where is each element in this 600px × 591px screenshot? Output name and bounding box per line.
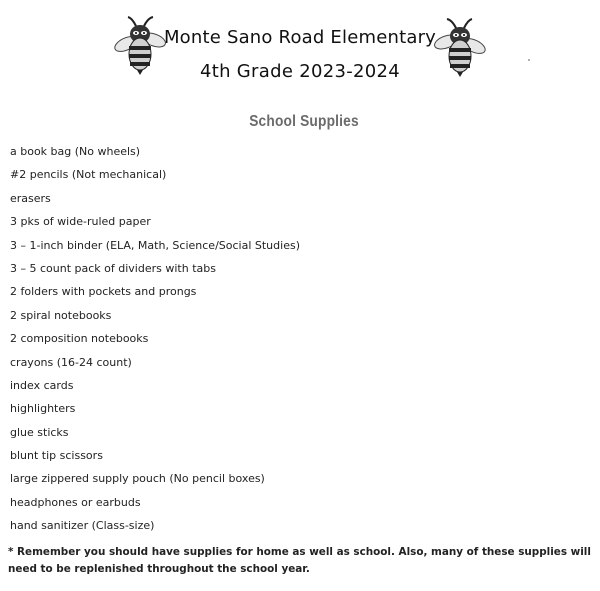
- list-item: highlighters: [10, 402, 76, 416]
- list-item: erasers: [10, 191, 51, 205]
- speck: [528, 59, 530, 61]
- school-name: Monte Sano Road Elementary: [163, 27, 437, 48]
- list-item: headphones or earbuds: [10, 495, 141, 509]
- list-item: crayons (16-24 count): [10, 355, 132, 369]
- list-item: 3 – 1-inch binder (ELA, Math, Science/Social Studies): [10, 238, 300, 252]
- list-item: a book bag (No wheels): [10, 145, 141, 158]
- list-item: index cards: [10, 378, 74, 392]
- section-title: School Supplies: [249, 113, 359, 130]
- list-item: 3 – 5 count pack of dividers with tabs: [10, 261, 216, 275]
- yellow-jacket-mascot-icon: [432, 16, 488, 78]
- list-item: glue sticks: [10, 425, 69, 439]
- grade-year: 4th Grade 2023-2024: [199, 61, 401, 82]
- list-item: 2 spiral notebooks: [10, 308, 112, 322]
- page-header: [0, 0, 600, 100]
- list-item: #2 pencils (Not mechanical): [10, 168, 167, 182]
- list-item: large zippered supply pouch (No pencil boxes): [10, 472, 265, 486]
- supply-list: [10, 144, 300, 542]
- list-item: hand sanitizer (Class-size): [10, 519, 155, 533]
- list-item: 3 pks of wide-ruled paper: [10, 215, 151, 229]
- list-item: 2 folders with pockets and prongs: [10, 285, 197, 299]
- list-item: 2 composition notebooks: [10, 332, 149, 346]
- reminder-note: * Remember you should have supplies for home as well as school. Also, many of these supplies will need to be replenished throughout the school year.: [8, 546, 591, 575]
- list-item: blunt tip scissors: [10, 449, 103, 463]
